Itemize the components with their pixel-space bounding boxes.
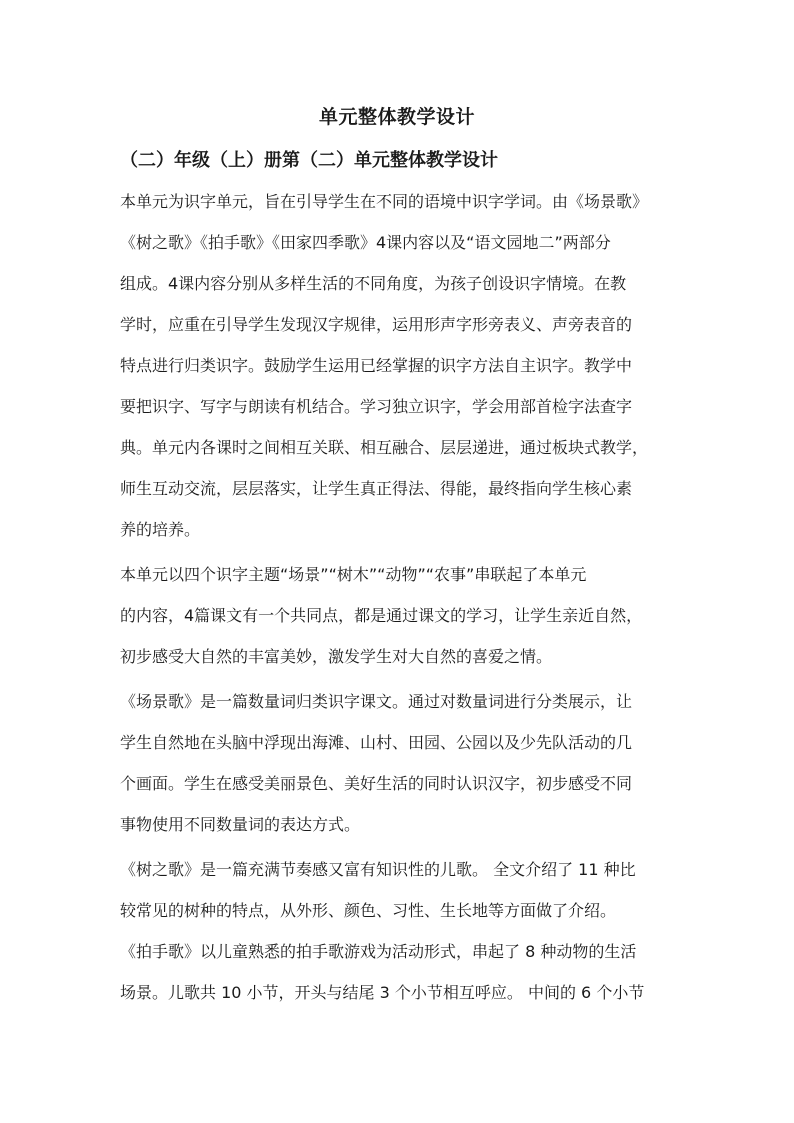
- body-text-line: 事物使用不同数量词的表达方式。: [120, 815, 361, 834]
- document-subtitle: （二）年级（上）册第（二）单元整体教学设计: [120, 150, 498, 171]
- body-text-line: 学生自然地在头脑中浮现出海滩、山村、田园、公园以及少先队活动的几: [120, 733, 633, 752]
- body-text-line: 《拍手歌》以儿童熟悉的拍手歌游戏为活动形式，串起了 8 种动物的生活: [120, 942, 637, 961]
- body-text-line: 个画面。学生在感受美丽景色、美好生活的同时认识汉字，初步感受不同: [120, 774, 633, 793]
- body-text-line: 组成。4课内容分别从多样生活的不同角度，为孩子创设识字情境。在教: [120, 274, 627, 293]
- body-text-line: 较常见的树种的特点，从外形、颜色、习性、生长地等方面做了介绍。: [120, 901, 617, 920]
- body-text-line: 师生互动交流，层层落实，让学生真正得法、得能，最终指向学生核心素: [120, 479, 633, 498]
- body-text-line: 特点进行归类识字。鼓励学生运用已经掌握的识字方法自主识字。教学中: [120, 356, 633, 375]
- body-text-line: 《树之歌》《拍手歌》《田家四季歌》4课内容以及“语文园地二”两部分: [120, 233, 611, 252]
- document-title: 单元整体教学设计: [318, 106, 475, 128]
- body-text-line: 场景。儿歌共 10 小节，开头与结尾 3 个小节相互呼应。 中间的 6 个小节: [120, 983, 645, 1002]
- body-text-line: 养的培养。: [120, 520, 201, 539]
- body-text-line: 《场景歌》是一篇数量词归类识字课文。通过对数量词进行分类展示，让: [120, 692, 633, 711]
- body-text-line: 要把识字、写字与朗读有机结合。学习独立识字，学会用部首检字法查字: [120, 397, 633, 416]
- body-text-line: 典。单元内各课时之间相互关联、相互融合、层层递进，通过板块式教学，: [120, 438, 649, 457]
- body-text-line: 学时，应重在引导学生发现汉字规律，运用形声字形旁表义、声旁表音的: [120, 315, 633, 334]
- body-text-line: 初步感受大自然的丰富美妙，激发学生对大自然的喜爱之情。: [120, 647, 553, 666]
- body-text-line: 的内容，4篇课文有一个共同点，都是通过课文的学习，让学生亲近自然，: [120, 606, 643, 625]
- body-text-line: 本单元为识字单元，旨在引导学生在不同的语境中识字学词。由《场景歌》: [120, 192, 649, 211]
- body-text-line: 本单元以四个识字主题“场景”“树木”“动物”“农事”串联起了本单元: [120, 565, 587, 584]
- body-text-line: 《树之歌》是一篇充满节奏感又富有知识性的儿歌。 全文介绍了 11 种比: [120, 860, 636, 879]
